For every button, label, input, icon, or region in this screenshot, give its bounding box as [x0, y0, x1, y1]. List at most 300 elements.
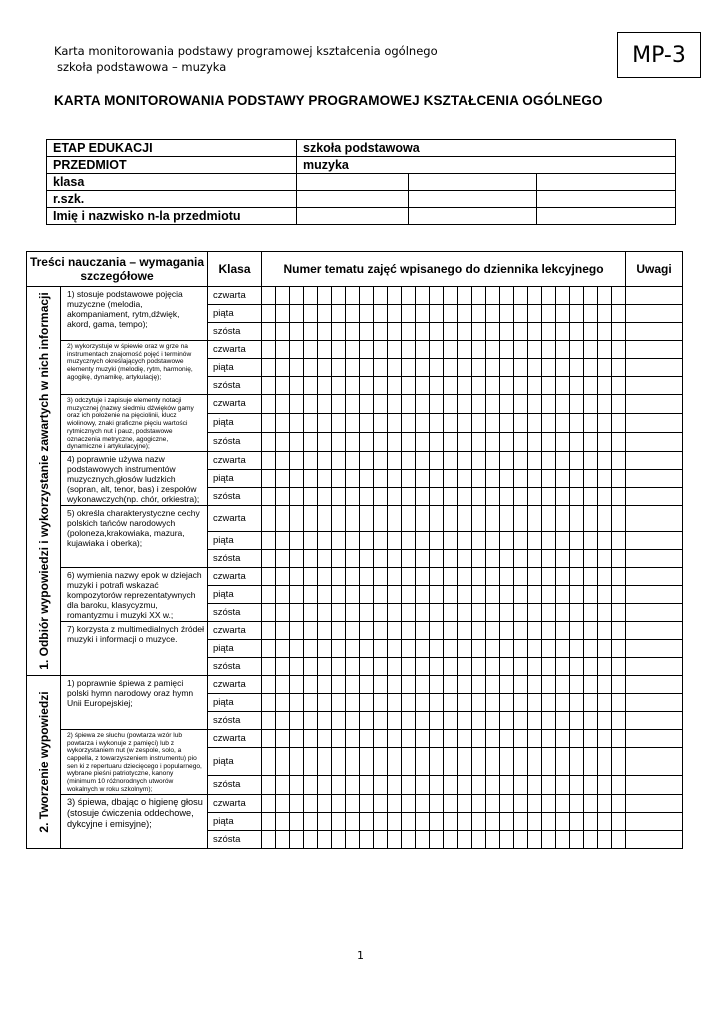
- lesson-number-cell[interactable]: [542, 377, 556, 395]
- lesson-number-cell[interactable]: [304, 693, 318, 711]
- lesson-number-cell[interactable]: [388, 776, 402, 794]
- lesson-number-cell[interactable]: [528, 657, 542, 675]
- lesson-number-cell[interactable]: [514, 657, 528, 675]
- lesson-number-cell[interactable]: [346, 657, 360, 675]
- lesson-number-cell[interactable]: [374, 567, 388, 585]
- lesson-number-cell[interactable]: [584, 693, 598, 711]
- lesson-number-cell[interactable]: [556, 567, 570, 585]
- lesson-number-cell[interactable]: [304, 729, 318, 747]
- lesson-number-cell[interactable]: [290, 675, 304, 693]
- lesson-number-cell[interactable]: [374, 794, 388, 812]
- lesson-number-cell[interactable]: [374, 305, 388, 323]
- lesson-number-cell[interactable]: [318, 287, 332, 305]
- lesson-number-cell[interactable]: [290, 395, 304, 414]
- uwagi-cell[interactable]: [626, 413, 683, 432]
- lesson-number-cell[interactable]: [430, 711, 444, 729]
- lesson-number-cell[interactable]: [598, 395, 612, 414]
- lesson-number-cell[interactable]: [500, 487, 514, 505]
- lesson-number-cell[interactable]: [612, 830, 626, 848]
- lesson-number-cell[interactable]: [304, 621, 318, 639]
- lesson-number-cell[interactable]: [584, 341, 598, 359]
- lesson-number-cell[interactable]: [500, 469, 514, 487]
- lesson-number-cell[interactable]: [458, 432, 472, 451]
- lesson-number-cell[interactable]: [542, 729, 556, 747]
- lesson-number-cell[interactable]: [332, 794, 346, 812]
- lesson-number-cell[interactable]: [514, 693, 528, 711]
- lesson-number-cell[interactable]: [276, 776, 290, 794]
- lesson-number-cell[interactable]: [612, 794, 626, 812]
- lesson-number-cell[interactable]: [570, 359, 584, 377]
- lesson-number-cell[interactable]: [402, 711, 416, 729]
- lesson-number-cell[interactable]: [486, 432, 500, 451]
- uwagi-cell[interactable]: [626, 675, 683, 693]
- lesson-number-cell[interactable]: [304, 794, 318, 812]
- lesson-number-cell[interactable]: [598, 794, 612, 812]
- lesson-number-cell[interactable]: [374, 413, 388, 432]
- lesson-number-cell[interactable]: [290, 359, 304, 377]
- uwagi-cell[interactable]: [626, 451, 683, 469]
- lesson-number-cell[interactable]: [304, 748, 318, 776]
- lesson-number-cell[interactable]: [332, 639, 346, 657]
- lesson-number-cell[interactable]: [458, 794, 472, 812]
- lesson-number-cell[interactable]: [276, 305, 290, 323]
- lesson-number-cell[interactable]: [444, 748, 458, 776]
- lesson-number-cell[interactable]: [318, 812, 332, 830]
- lesson-number-cell[interactable]: [402, 776, 416, 794]
- lesson-number-cell[interactable]: [598, 487, 612, 505]
- lesson-number-cell[interactable]: [514, 567, 528, 585]
- lesson-number-cell[interactable]: [262, 657, 276, 675]
- lesson-number-cell[interactable]: [416, 395, 430, 414]
- lesson-number-cell[interactable]: [500, 812, 514, 830]
- lesson-number-cell[interactable]: [612, 639, 626, 657]
- uwagi-cell[interactable]: [626, 323, 683, 341]
- lesson-number-cell[interactable]: [374, 603, 388, 621]
- lesson-number-cell[interactable]: [304, 305, 318, 323]
- lesson-number-cell[interactable]: [430, 693, 444, 711]
- lesson-number-cell[interactable]: [612, 567, 626, 585]
- lesson-number-cell[interactable]: [346, 812, 360, 830]
- lesson-number-cell[interactable]: [402, 451, 416, 469]
- lesson-number-cell[interactable]: [304, 603, 318, 621]
- lesson-number-cell[interactable]: [388, 711, 402, 729]
- lesson-number-cell[interactable]: [262, 341, 276, 359]
- lesson-number-cell[interactable]: [402, 487, 416, 505]
- lesson-number-cell[interactable]: [304, 377, 318, 395]
- lesson-number-cell[interactable]: [556, 287, 570, 305]
- lesson-number-cell[interactable]: [542, 341, 556, 359]
- lesson-number-cell[interactable]: [444, 531, 458, 549]
- lesson-number-cell[interactable]: [360, 603, 374, 621]
- lesson-number-cell[interactable]: [514, 711, 528, 729]
- lesson-number-cell[interactable]: [598, 693, 612, 711]
- lesson-number-cell[interactable]: [528, 603, 542, 621]
- lesson-number-cell[interactable]: [598, 549, 612, 567]
- lesson-number-cell[interactable]: [360, 776, 374, 794]
- lesson-number-cell[interactable]: [542, 830, 556, 848]
- lesson-number-cell[interactable]: [402, 830, 416, 848]
- lesson-number-cell[interactable]: [388, 830, 402, 848]
- lesson-number-cell[interactable]: [318, 323, 332, 341]
- lesson-number-cell[interactable]: [332, 305, 346, 323]
- lesson-number-cell[interactable]: [612, 621, 626, 639]
- lesson-number-cell[interactable]: [458, 812, 472, 830]
- lesson-number-cell[interactable]: [346, 729, 360, 747]
- lesson-number-cell[interactable]: [346, 603, 360, 621]
- uwagi-cell[interactable]: [626, 794, 683, 812]
- lesson-number-cell[interactable]: [276, 487, 290, 505]
- lesson-number-cell[interactable]: [542, 469, 556, 487]
- lesson-number-cell[interactable]: [304, 323, 318, 341]
- lesson-number-cell[interactable]: [402, 505, 416, 531]
- lesson-number-cell[interactable]: [570, 451, 584, 469]
- lesson-number-cell[interactable]: [402, 413, 416, 432]
- lesson-number-cell[interactable]: [500, 729, 514, 747]
- lesson-number-cell[interactable]: [500, 830, 514, 848]
- lesson-number-cell[interactable]: [458, 469, 472, 487]
- lesson-number-cell[interactable]: [332, 729, 346, 747]
- lesson-number-cell[interactable]: [360, 621, 374, 639]
- lesson-number-cell[interactable]: [570, 413, 584, 432]
- lesson-number-cell[interactable]: [430, 812, 444, 830]
- lesson-number-cell[interactable]: [528, 395, 542, 414]
- lesson-number-cell[interactable]: [360, 487, 374, 505]
- lesson-number-cell[interactable]: [402, 657, 416, 675]
- lesson-number-cell[interactable]: [262, 812, 276, 830]
- lesson-number-cell[interactable]: [374, 469, 388, 487]
- lesson-number-cell[interactable]: [598, 776, 612, 794]
- lesson-number-cell[interactable]: [402, 675, 416, 693]
- lesson-number-cell[interactable]: [262, 729, 276, 747]
- lesson-number-cell[interactable]: [612, 675, 626, 693]
- lesson-number-cell[interactable]: [318, 395, 332, 414]
- lesson-number-cell[interactable]: [290, 748, 304, 776]
- lesson-number-cell[interactable]: [304, 776, 318, 794]
- lesson-number-cell[interactable]: [332, 711, 346, 729]
- lesson-number-cell[interactable]: [612, 729, 626, 747]
- lesson-number-cell[interactable]: [500, 603, 514, 621]
- lesson-number-cell[interactable]: [262, 748, 276, 776]
- lesson-number-cell[interactable]: [598, 432, 612, 451]
- lesson-number-cell[interactable]: [290, 323, 304, 341]
- lesson-number-cell[interactable]: [528, 487, 542, 505]
- lesson-number-cell[interactable]: [290, 549, 304, 567]
- lesson-number-cell[interactable]: [528, 675, 542, 693]
- lesson-number-cell[interactable]: [416, 413, 430, 432]
- lesson-number-cell[interactable]: [542, 305, 556, 323]
- lesson-number-cell[interactable]: [290, 639, 304, 657]
- lesson-number-cell[interactable]: [430, 341, 444, 359]
- lesson-number-cell[interactable]: [388, 748, 402, 776]
- uwagi-cell[interactable]: [626, 585, 683, 603]
- lesson-number-cell[interactable]: [346, 748, 360, 776]
- lesson-number-cell[interactable]: [486, 693, 500, 711]
- lesson-number-cell[interactable]: [598, 603, 612, 621]
- lesson-number-cell[interactable]: [458, 675, 472, 693]
- lesson-number-cell[interactable]: [570, 469, 584, 487]
- lesson-number-cell[interactable]: [430, 657, 444, 675]
- lesson-number-cell[interactable]: [374, 531, 388, 549]
- lesson-number-cell[interactable]: [500, 359, 514, 377]
- lesson-number-cell[interactable]: [388, 812, 402, 830]
- lesson-number-cell[interactable]: [528, 451, 542, 469]
- lesson-number-cell[interactable]: [542, 657, 556, 675]
- lesson-number-cell[interactable]: [500, 776, 514, 794]
- lesson-number-cell[interactable]: [332, 748, 346, 776]
- lesson-number-cell[interactable]: [542, 287, 556, 305]
- lesson-number-cell[interactable]: [570, 305, 584, 323]
- lesson-number-cell[interactable]: [430, 395, 444, 414]
- lesson-number-cell[interactable]: [388, 305, 402, 323]
- lesson-number-cell[interactable]: [500, 395, 514, 414]
- lesson-number-cell[interactable]: [472, 776, 486, 794]
- lesson-number-cell[interactable]: [304, 531, 318, 549]
- lesson-number-cell[interactable]: [360, 794, 374, 812]
- lesson-number-cell[interactable]: [346, 432, 360, 451]
- lesson-number-cell[interactable]: [486, 487, 500, 505]
- lesson-number-cell[interactable]: [500, 505, 514, 531]
- lesson-number-cell[interactable]: [570, 794, 584, 812]
- lesson-number-cell[interactable]: [598, 621, 612, 639]
- lesson-number-cell[interactable]: [276, 287, 290, 305]
- lesson-number-cell[interactable]: [262, 603, 276, 621]
- lesson-number-cell[interactable]: [458, 693, 472, 711]
- lesson-number-cell[interactable]: [346, 359, 360, 377]
- lesson-number-cell[interactable]: [528, 287, 542, 305]
- lesson-number-cell[interactable]: [388, 413, 402, 432]
- lesson-number-cell[interactable]: [360, 567, 374, 585]
- lesson-number-cell[interactable]: [374, 287, 388, 305]
- lesson-number-cell[interactable]: [472, 287, 486, 305]
- lesson-number-cell[interactable]: [612, 585, 626, 603]
- lesson-number-cell[interactable]: [374, 711, 388, 729]
- lesson-number-cell[interactable]: [556, 432, 570, 451]
- lesson-number-cell[interactable]: [374, 585, 388, 603]
- uwagi-cell[interactable]: [626, 305, 683, 323]
- lesson-number-cell[interactable]: [416, 729, 430, 747]
- lesson-number-cell[interactable]: [458, 729, 472, 747]
- lesson-number-cell[interactable]: [528, 711, 542, 729]
- lesson-number-cell[interactable]: [584, 469, 598, 487]
- uwagi-cell[interactable]: [626, 657, 683, 675]
- lesson-number-cell[interactable]: [500, 531, 514, 549]
- lesson-number-cell[interactable]: [332, 776, 346, 794]
- lesson-number-cell[interactable]: [612, 487, 626, 505]
- lesson-number-cell[interactable]: [430, 287, 444, 305]
- lesson-number-cell[interactable]: [374, 549, 388, 567]
- lesson-number-cell[interactable]: [290, 693, 304, 711]
- lesson-number-cell[interactable]: [360, 693, 374, 711]
- lesson-number-cell[interactable]: [528, 794, 542, 812]
- lesson-number-cell[interactable]: [346, 341, 360, 359]
- lesson-number-cell[interactable]: [598, 657, 612, 675]
- lesson-number-cell[interactable]: [584, 748, 598, 776]
- lesson-number-cell[interactable]: [612, 323, 626, 341]
- lesson-number-cell[interactable]: [542, 675, 556, 693]
- lesson-number-cell[interactable]: [556, 621, 570, 639]
- lesson-number-cell[interactable]: [556, 812, 570, 830]
- lesson-number-cell[interactable]: [458, 395, 472, 414]
- lesson-number-cell[interactable]: [444, 794, 458, 812]
- lesson-number-cell[interactable]: [346, 585, 360, 603]
- lesson-number-cell[interactable]: [262, 549, 276, 567]
- lesson-number-cell[interactable]: [444, 305, 458, 323]
- lesson-number-cell[interactable]: [318, 711, 332, 729]
- lesson-number-cell[interactable]: [290, 711, 304, 729]
- lesson-number-cell[interactable]: [346, 567, 360, 585]
- lesson-number-cell[interactable]: [430, 748, 444, 776]
- lesson-number-cell[interactable]: [360, 531, 374, 549]
- lesson-number-cell[interactable]: [486, 377, 500, 395]
- lesson-number-cell[interactable]: [598, 413, 612, 432]
- lesson-number-cell[interactable]: [430, 487, 444, 505]
- uwagi-cell[interactable]: [626, 395, 683, 414]
- lesson-number-cell[interactable]: [444, 711, 458, 729]
- lesson-number-cell[interactable]: [584, 657, 598, 675]
- lesson-number-cell[interactable]: [416, 776, 430, 794]
- lesson-number-cell[interactable]: [388, 675, 402, 693]
- lesson-number-cell[interactable]: [290, 567, 304, 585]
- lesson-number-cell[interactable]: [360, 639, 374, 657]
- lesson-number-cell[interactable]: [374, 748, 388, 776]
- lesson-number-cell[interactable]: [528, 693, 542, 711]
- lesson-number-cell[interactable]: [318, 469, 332, 487]
- lesson-number-cell[interactable]: [276, 812, 290, 830]
- lesson-number-cell[interactable]: [570, 711, 584, 729]
- lesson-number-cell[interactable]: [388, 287, 402, 305]
- lesson-number-cell[interactable]: [402, 287, 416, 305]
- lesson-number-cell[interactable]: [556, 585, 570, 603]
- lesson-number-cell[interactable]: [374, 359, 388, 377]
- lesson-number-cell[interactable]: [486, 323, 500, 341]
- lesson-number-cell[interactable]: [486, 830, 500, 848]
- lesson-number-cell[interactable]: [542, 549, 556, 567]
- lesson-number-cell[interactable]: [388, 341, 402, 359]
- lesson-number-cell[interactable]: [332, 323, 346, 341]
- lesson-number-cell[interactable]: [304, 657, 318, 675]
- lesson-number-cell[interactable]: [542, 451, 556, 469]
- lesson-number-cell[interactable]: [388, 531, 402, 549]
- lesson-number-cell[interactable]: [290, 812, 304, 830]
- lesson-number-cell[interactable]: [444, 812, 458, 830]
- lesson-number-cell[interactable]: [360, 748, 374, 776]
- lesson-number-cell[interactable]: [416, 812, 430, 830]
- lesson-number-cell[interactable]: [486, 776, 500, 794]
- lesson-number-cell[interactable]: [402, 341, 416, 359]
- lesson-number-cell[interactable]: [388, 377, 402, 395]
- lesson-number-cell[interactable]: [332, 505, 346, 531]
- lesson-number-cell[interactable]: [514, 377, 528, 395]
- lesson-number-cell[interactable]: [528, 469, 542, 487]
- lesson-number-cell[interactable]: [472, 413, 486, 432]
- lesson-number-cell[interactable]: [514, 359, 528, 377]
- lesson-number-cell[interactable]: [318, 675, 332, 693]
- lesson-number-cell[interactable]: [416, 377, 430, 395]
- lesson-number-cell[interactable]: [276, 377, 290, 395]
- lesson-number-cell[interactable]: [304, 341, 318, 359]
- lesson-number-cell[interactable]: [360, 675, 374, 693]
- lesson-number-cell[interactable]: [570, 830, 584, 848]
- lesson-number-cell[interactable]: [486, 711, 500, 729]
- lesson-number-cell[interactable]: [262, 413, 276, 432]
- lesson-number-cell[interactable]: [346, 639, 360, 657]
- uwagi-cell[interactable]: [626, 377, 683, 395]
- lesson-number-cell[interactable]: [584, 830, 598, 848]
- lesson-number-cell[interactable]: [472, 432, 486, 451]
- lesson-number-cell[interactable]: [514, 639, 528, 657]
- lesson-number-cell[interactable]: [388, 549, 402, 567]
- lesson-number-cell[interactable]: [346, 469, 360, 487]
- lesson-number-cell[interactable]: [402, 305, 416, 323]
- lesson-number-cell[interactable]: [276, 585, 290, 603]
- lesson-number-cell[interactable]: [444, 675, 458, 693]
- lesson-number-cell[interactable]: [556, 748, 570, 776]
- lesson-number-cell[interactable]: [374, 693, 388, 711]
- lesson-number-cell[interactable]: [514, 287, 528, 305]
- lesson-number-cell[interactable]: [290, 585, 304, 603]
- lesson-number-cell[interactable]: [612, 711, 626, 729]
- lesson-number-cell[interactable]: [360, 585, 374, 603]
- lesson-number-cell[interactable]: [458, 487, 472, 505]
- lesson-number-cell[interactable]: [570, 505, 584, 531]
- lesson-number-cell[interactable]: [556, 341, 570, 359]
- lesson-number-cell[interactable]: [388, 794, 402, 812]
- lesson-number-cell[interactable]: [276, 549, 290, 567]
- lesson-number-cell[interactable]: [598, 729, 612, 747]
- uwagi-cell[interactable]: [626, 469, 683, 487]
- lesson-number-cell[interactable]: [556, 776, 570, 794]
- lesson-number-cell[interactable]: [374, 377, 388, 395]
- lesson-number-cell[interactable]: [584, 531, 598, 549]
- lesson-number-cell[interactable]: [262, 359, 276, 377]
- lesson-number-cell[interactable]: [514, 748, 528, 776]
- lesson-number-cell[interactable]: [556, 377, 570, 395]
- lesson-number-cell[interactable]: [486, 639, 500, 657]
- lesson-number-cell[interactable]: [332, 432, 346, 451]
- lesson-number-cell[interactable]: [318, 413, 332, 432]
- lesson-number-cell[interactable]: [430, 323, 444, 341]
- lesson-number-cell[interactable]: [430, 549, 444, 567]
- lesson-number-cell[interactable]: [276, 469, 290, 487]
- uwagi-cell[interactable]: [626, 549, 683, 567]
- lesson-number-cell[interactable]: [514, 413, 528, 432]
- lesson-number-cell[interactable]: [472, 639, 486, 657]
- lesson-number-cell[interactable]: [500, 567, 514, 585]
- lesson-number-cell[interactable]: [332, 451, 346, 469]
- lesson-number-cell[interactable]: [276, 603, 290, 621]
- lesson-number-cell[interactable]: [486, 675, 500, 693]
- lesson-number-cell[interactable]: [402, 323, 416, 341]
- uwagi-cell[interactable]: [626, 505, 683, 531]
- lesson-number-cell[interactable]: [486, 549, 500, 567]
- lesson-number-cell[interactable]: [318, 603, 332, 621]
- lesson-number-cell[interactable]: [276, 675, 290, 693]
- lesson-number-cell[interactable]: [402, 395, 416, 414]
- lesson-number-cell[interactable]: [556, 395, 570, 414]
- lesson-number-cell[interactable]: [304, 830, 318, 848]
- lesson-number-cell[interactable]: [430, 531, 444, 549]
- lesson-number-cell[interactable]: [290, 432, 304, 451]
- lesson-number-cell[interactable]: [402, 603, 416, 621]
- lesson-number-cell[interactable]: [304, 567, 318, 585]
- lesson-number-cell[interactable]: [528, 413, 542, 432]
- lesson-number-cell[interactable]: [374, 487, 388, 505]
- lesson-number-cell[interactable]: [500, 585, 514, 603]
- lesson-number-cell[interactable]: [304, 585, 318, 603]
- lesson-number-cell[interactable]: [444, 413, 458, 432]
- lesson-number-cell[interactable]: [570, 748, 584, 776]
- lesson-number-cell[interactable]: [542, 748, 556, 776]
